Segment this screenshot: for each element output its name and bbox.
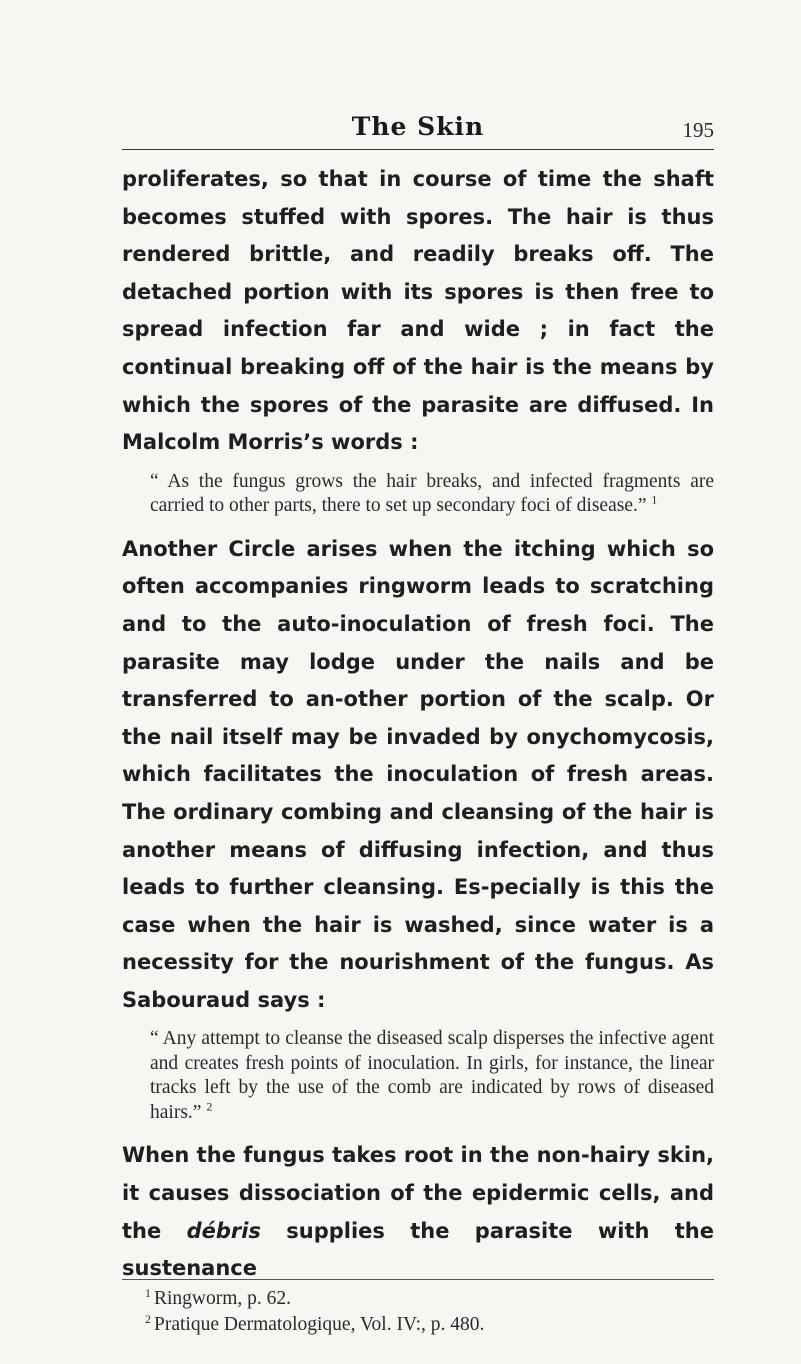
- quote-morris: [150, 470, 714, 519]
- body-text: [122, 161, 714, 1288]
- footnote-2: [145, 1312, 705, 1338]
- quote-morris-text: “ As the fungus grows the hair breaks, and infected fragments are carried to other parts, there to set up secondary foci of disease.”: [150, 470, 714, 517]
- paragraph-3-italic: débris: [186, 1218, 261, 1243]
- footnote-ref-2: 2: [206, 1099, 213, 1114]
- paragraph-2: Another Circle arises when the itching which so often accompanies ringworm leads to scratching and to the auto-inoculation of fresh foci. The parasite may lodge under the nails and be transferred to an-other portion of the scalp. Or the nail itself may be invaded by onychomycosis, which facilitates the inoculation of fresh areas. The ordinary combing and cleansing of the hair is another means of diffusing infection, and thus leads to further cleansing. Es-pecially is this the case when the hair is washed, since water is a necessity for the nourishment of the fungus. As Sabouraud says :: [122, 536, 714, 1012]
- footnote-ref-1: 1: [651, 492, 658, 507]
- header-rule: [122, 149, 714, 150]
- quote-sabouraud: [150, 1027, 714, 1125]
- paragraph-3: [122, 1137, 714, 1287]
- quote-sabouraud-text: “ Any attempt to cleanse the diseased scalp disperses the infective agent and creates fresh points of inoculation. In girls, for instance, the linear tracks left by the use of the comb are indicated by rows of diseased hairs.”: [150, 1028, 714, 1123]
- paragraph-3-start: When the fungus takes root in the non-hairy skin, it causes dissociation of the epidermic cells, and the: [122, 1143, 714, 1243]
- footnotes: [145, 1286, 705, 1338]
- paragraph-1: proliferates, so that in course of time the shaft becomes stuffed with spores. The hair is thus rendered brittle, and readily breaks off. The detached portion with its spores is then free to spread infection far and wide ; in fact the continual breaking off of the hair is the means by which the spores of the parasite are diffused. In Malcolm Morris’s words :: [122, 167, 714, 455]
- page-number: 195: [682, 118, 714, 142]
- footnote-rule: [122, 1279, 714, 1280]
- footnote-2-text: Pratique Dermatologique, Vol. IV:, p. 480.: [154, 1314, 485, 1335]
- footnote-1: [145, 1286, 705, 1312]
- page-header: [122, 112, 714, 148]
- paragraph-3-end: supplies the parasite with the sustenance: [122, 1218, 714, 1281]
- footnote-1-text: Ringworm, p. 62.: [154, 1288, 292, 1309]
- running-head: The Skin: [351, 112, 485, 141]
- footnote-2-mark: 2: [145, 1311, 151, 1326]
- footnote-1-mark: 1: [145, 1285, 151, 1300]
